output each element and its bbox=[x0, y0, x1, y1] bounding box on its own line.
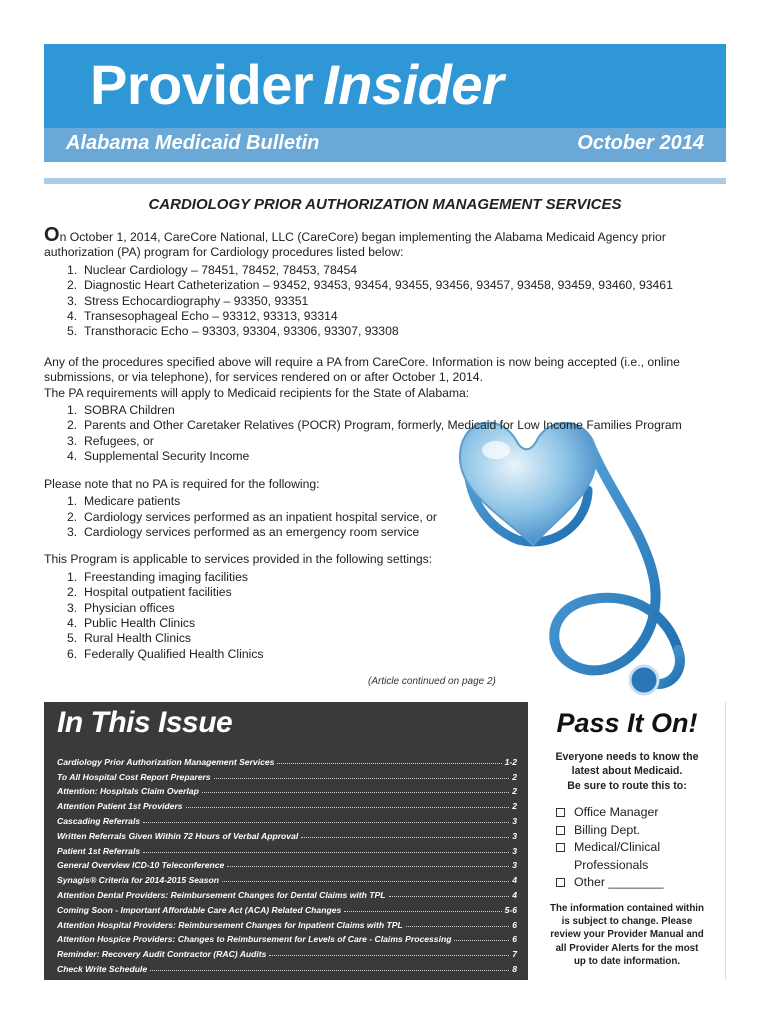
list-item: 4. Public Health Clinics bbox=[67, 615, 196, 630]
list-item: 2. Hospital outpatient facilities bbox=[67, 585, 232, 600]
masthead-title bbox=[90, 52, 503, 117]
masthead-date: October 2014 bbox=[577, 132, 704, 154]
routing-item-billing[interactable]: Billing Dept. bbox=[556, 822, 722, 840]
list-item: 6. Federally Qualified Health Clinics bbox=[67, 646, 264, 661]
list-item: 1. Nuclear Cardiology – 78451, 78452, 78453, 78454 bbox=[67, 262, 358, 277]
issue-toc bbox=[57, 752, 517, 974]
recipient-list bbox=[67, 403, 720, 465]
list-item: 5. Transthoracic Echo – 93303, 93304, 93306, 93307, 93308 bbox=[67, 324, 399, 339]
toc-row: Attention Hospice Providers: Changes to Reimbursement for Levels of Care - Claims Processing 6 bbox=[57, 934, 517, 945]
list-item: 2. Parents and Other Caretaker Relatives (POCR) Program, formerly, Medicaid for Low Income Families Program bbox=[67, 418, 682, 433]
toc-row: Synagis® Criteria for 2014-2015 Season 4 bbox=[57, 875, 517, 886]
in-this-issue-title: In This Issue bbox=[57, 706, 233, 739]
list-item: 3. Physician offices bbox=[67, 600, 175, 615]
list-item: 4. Supplemental Security Income bbox=[67, 449, 250, 464]
toc-row: Check Write Schedule 8 bbox=[57, 963, 517, 974]
masthead-subtitle-bar bbox=[44, 128, 726, 162]
toc-row: Cardiology Prior Authorization Management Services 1-2 bbox=[57, 756, 517, 767]
article-paragraph: Please note that no PA is required for the following: bbox=[44, 476, 320, 491]
article-title: CARDIOLOGY PRIOR AUTHORIZATION MANAGEMENT SERVICES bbox=[148, 196, 622, 213]
procedure-list bbox=[67, 263, 720, 340]
list-item: 4. Transesophageal Echo – 93312, 93313, 93314 bbox=[67, 309, 338, 324]
in-this-issue-panel bbox=[44, 702, 528, 980]
toc-row: Attention Dental Providers: Reimbursement Changes for Dental Claims with TPL 4 bbox=[57, 889, 517, 900]
pass-it-on-panel bbox=[528, 702, 726, 980]
toc-row: Attention: Hospitals Claim Overlap 2 bbox=[57, 786, 517, 797]
list-item: 3. Cardiology services performed as an emergency room service bbox=[67, 524, 420, 539]
article-intro-text: n October 1, 2014, CareCore National, LLC (CareCore) began implementing the Alabama Medicaid Agency prior authorization (PA) program for Cardiology procedures listed below: bbox=[44, 230, 666, 260]
list-item: 3. Refugees, or bbox=[67, 433, 154, 448]
list-item: 3. Stress Echocardiography – 93350, 93351 bbox=[67, 293, 309, 308]
article-paragraph: The PA requirements will apply to Medicaid recipients for the State of Alabama: bbox=[44, 385, 470, 400]
pass-it-on-disclaimer: The information contained within is subject to change. Please review your Provider Manual and all Provider Alerts for the most up to date information. bbox=[549, 903, 705, 967]
exemption-list bbox=[67, 494, 720, 540]
toc-row: Written Referrals Given Within 72 Hours of Verbal Approval 3 bbox=[57, 830, 517, 841]
list-item: 2. Cardiology services performed as an inpatient hospital service, or bbox=[67, 509, 437, 524]
routing-item-other[interactable]: Other ________ bbox=[556, 874, 722, 892]
toc-row: Reminder: Recovery Audit Contractor (RAC) Audits 7 bbox=[57, 949, 517, 960]
checkbox-icon[interactable] bbox=[556, 878, 565, 887]
article-intro bbox=[44, 224, 720, 261]
top-divider bbox=[44, 178, 726, 184]
toc-row: Attention Hospital Providers: Reimbursement Changes for Inpatient Claims with TPL 6 bbox=[57, 919, 517, 930]
pass-it-on-intro: Everyone needs to know the latest about Medicaid. Be sure to route this to: bbox=[555, 751, 699, 792]
article-paragraph: This Program is applicable to services provided in the following settings: bbox=[44, 552, 433, 567]
toc-row: To All Hospital Cost Report Preparers 2 bbox=[57, 771, 517, 782]
routing-item-office-manager[interactable]: Office Manager bbox=[556, 804, 722, 822]
checkbox-icon[interactable] bbox=[556, 843, 565, 852]
list-item: 1. Freestanding imaging facilities bbox=[67, 569, 248, 584]
article-continued-note: (Article continued on page 2) bbox=[368, 676, 496, 687]
masthead bbox=[44, 44, 726, 162]
pass-it-on-title: Pass It On! bbox=[556, 708, 698, 738]
routing-item-medical[interactable]: Medical/Clinical Professionals bbox=[556, 839, 722, 874]
toc-row: Patient 1st Referrals 3 bbox=[57, 845, 517, 856]
masthead-title-provider: Provider bbox=[90, 53, 314, 116]
toc-row: Cascading Referrals 3 bbox=[57, 815, 517, 826]
settings-list bbox=[67, 570, 720, 662]
routing-checklist bbox=[556, 804, 722, 892]
checkbox-icon[interactable] bbox=[556, 826, 565, 835]
list-item: 5. Rural Health Clinics bbox=[67, 631, 192, 646]
article-body bbox=[44, 224, 720, 662]
list-item: 1. SOBRA Children bbox=[67, 403, 175, 418]
checkbox-icon[interactable] bbox=[556, 808, 565, 817]
masthead-subtitle: Alabama Medicaid Bulletin bbox=[66, 132, 320, 154]
toc-row: Coming Soon - Important Affordable Care Act (ACA) Related Changes 5-6 bbox=[57, 904, 517, 915]
drop-cap: O bbox=[44, 224, 60, 246]
list-item: 1. Medicare patients bbox=[67, 494, 181, 509]
article-paragraph: Any of the procedures specified above will require a PA from CareCore. Information is now being accepted (i.e., online submissions, or via telephone), for services rendered on or after October 1, 2014. bbox=[44, 354, 680, 385]
masthead-title-insider: Insider bbox=[323, 53, 504, 116]
toc-row: General Overview ICD-10 Teleconference 3 bbox=[57, 860, 517, 871]
toc-row: Attention Patient 1st Providers 2 bbox=[57, 801, 517, 812]
list-item: 2. Diagnostic Heart Catheterization – 93452, 93453, 93454, 93455, 93456, 93457, 93458, 93459, 93460, 93461 bbox=[67, 278, 673, 293]
